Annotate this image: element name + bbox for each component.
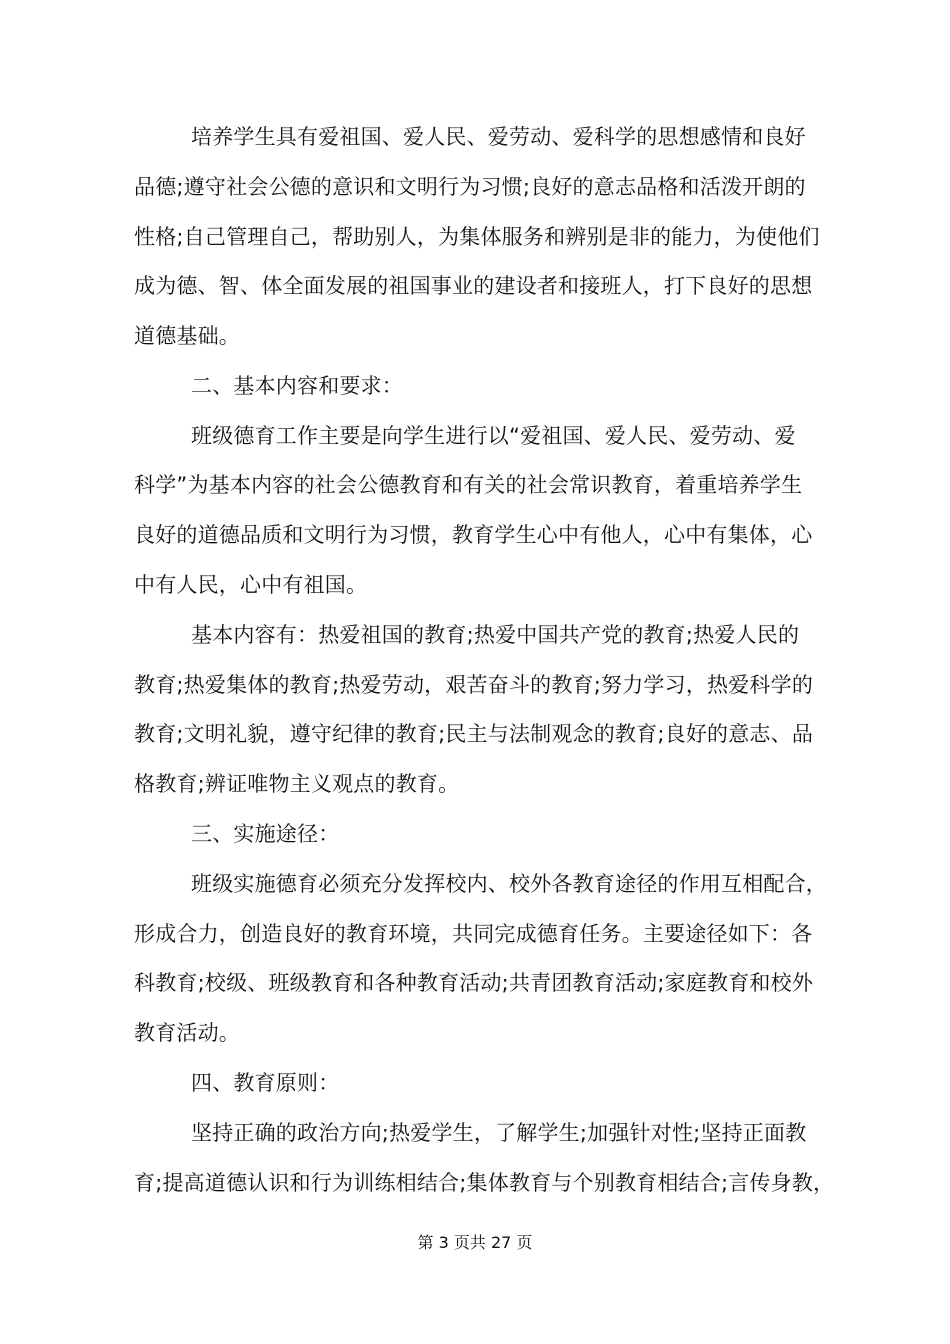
paragraph-line: 中有人民，心中有祖国。 xyxy=(134,573,368,597)
page-number-footer: 第 3 页共 27 页 xyxy=(417,1233,533,1252)
paragraph-line: 形成合力，创造良好的教育环境，共同完成德育任务。主要途径如下：各 xyxy=(134,922,813,946)
paragraph-line: 基本内容有：热爱祖国的教育;热爱中国共产党的教育;热爱人民的 xyxy=(191,623,800,647)
paragraph-line: 科学”为基本内容的社会公德教育和有关的社会常识教育，着重培养学生 xyxy=(134,473,803,497)
paragraph-line: 良好的道德品质和文明行为习惯，教育学生心中有他人，心中有集体，心 xyxy=(134,523,813,547)
paragraph-line: 道德基础。 xyxy=(134,324,240,348)
section-heading: 四、教育原则： xyxy=(191,1071,340,1095)
paragraph-line: 教育活动。 xyxy=(134,1021,240,1045)
paragraph-line: 班级德育工作主要是向学生进行以“爱祖国、爱人民、爱劳动、爱 xyxy=(191,424,796,448)
paragraph-line: 成为德、智、体全面发展的祖国事业的建设者和接班人，打下良好的思想 xyxy=(134,274,813,298)
paragraph-line: 坚持正确的政治方向;热爱学生，了解学生;加强针对性;坚持正面教 xyxy=(191,1121,807,1145)
section-heading: 三、实施途径： xyxy=(191,822,340,846)
paragraph-line: 性格;自己管理自己，帮助别人，为集体服务和辨别是非的能力，为使他们 xyxy=(134,225,820,249)
section-heading: 二、基本内容和要求： xyxy=(191,374,403,398)
paragraph-line: 科教育;校级、班级教育和各种教育活动;共青团教育活动;家庭教育和校外 xyxy=(134,971,814,995)
paragraph-line: 教育;热爱集体的教育;热爱劳动，艰苦奋斗的教育;努力学习，热爱科学的 xyxy=(134,673,814,697)
paragraph-line: 品德;遵守社会公德的意识和文明行为习惯;良好的意志品格和活泼开朗的 xyxy=(134,175,806,199)
paragraph-line: 育;提高道德认识和行为训练相结合;集体教育与个别教育相结合;言传身教， xyxy=(134,1171,835,1195)
paragraph-line: 班级实施德育必须充分发挥校内、校外各教育途径的作用互相配合， xyxy=(191,872,827,896)
paragraph-line: 培养学生具有爱祖国、爱人民、爱劳动、爱科学的思想感情和良好 xyxy=(191,125,806,149)
paragraph-line: 教育;文明礼貌，遵守纪律的教育;民主与法制观念的教育;良好的意志、品 xyxy=(134,722,814,746)
paragraph-line: 格教育;辨证唯物主义观点的教育。 xyxy=(134,772,460,796)
